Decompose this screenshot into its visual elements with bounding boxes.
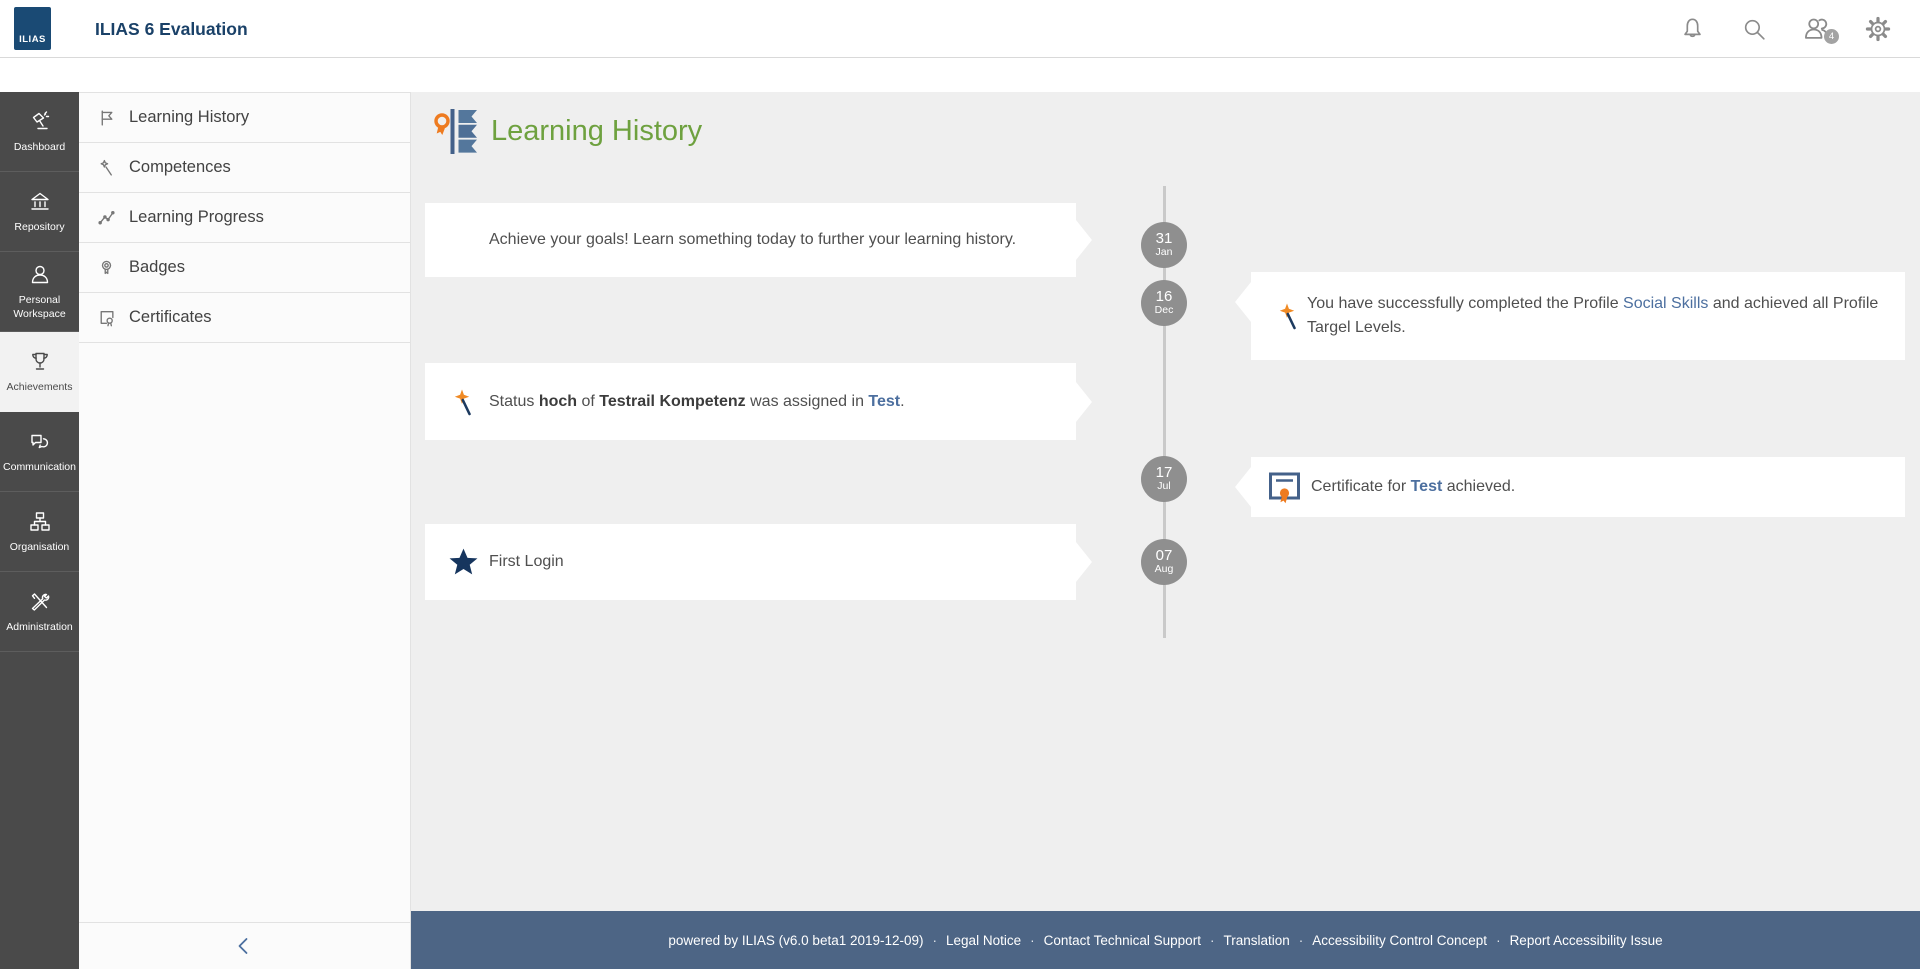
logo-text: ILIAS xyxy=(19,34,46,45)
timeline-day: 17 xyxy=(1155,463,1173,481)
sidebar-item-achievements[interactable] xyxy=(0,332,79,412)
status-text-mid2: was assigned in xyxy=(745,392,869,410)
learning-history-icon xyxy=(433,108,481,155)
person-icon xyxy=(27,262,53,288)
goal-text: Achieve your goals! Learn something today to further your learning history. xyxy=(489,231,1017,248)
timeline-date-17-jul xyxy=(1141,456,1187,502)
wand-icon xyxy=(450,388,477,415)
menu-item-label: Learning History xyxy=(129,108,250,126)
footer-separator: · xyxy=(1209,932,1215,948)
trophy-icon xyxy=(27,349,53,375)
footer-link-legal-notice[interactable]: Legal Notice xyxy=(946,932,1022,948)
status-text-pre: Status xyxy=(489,392,539,410)
user-badge-count: 4 xyxy=(1824,29,1839,44)
menu-item-label: Badges xyxy=(129,258,185,276)
menu-item-label: Competences xyxy=(129,158,231,176)
timeline-date-07-aug xyxy=(1141,539,1187,585)
test-link[interactable]: Test xyxy=(1410,478,1443,495)
competence-name: Testrail Kompetenz xyxy=(599,392,746,410)
timeline-date-16-dec xyxy=(1141,280,1187,326)
timeline-day: 16 xyxy=(1155,287,1173,305)
menu-item-competences[interactable] xyxy=(79,143,410,193)
tools-icon xyxy=(27,589,53,615)
top-header xyxy=(0,0,1920,58)
sidebar-item-label: Organisation xyxy=(9,540,70,553)
org-chart-icon xyxy=(27,509,53,535)
achievements-menu-list xyxy=(79,92,410,343)
timeline-date-31-jan xyxy=(1141,222,1187,268)
bell-icon xyxy=(1679,16,1706,43)
menu-item-learning-history[interactable] xyxy=(79,93,410,143)
line-chart-icon xyxy=(97,208,116,227)
test-link[interactable]: Test xyxy=(868,392,901,410)
sidebar-item-repository[interactable] xyxy=(0,172,79,252)
certificate-text xyxy=(1311,475,1515,499)
status-text xyxy=(489,390,905,414)
timeline-card-profile-completed xyxy=(1251,272,1905,360)
status-text-post: . xyxy=(900,392,905,410)
sidebar-item-label: Personal Workspace xyxy=(13,294,66,320)
search-button[interactable] xyxy=(1738,13,1770,45)
menu-item-badges[interactable] xyxy=(79,243,410,293)
bank-icon xyxy=(27,189,53,215)
sidebar-item-label: Administration xyxy=(6,620,73,633)
certificate-icon xyxy=(97,308,116,327)
profile-text xyxy=(1307,292,1882,340)
timeline-month: Dec xyxy=(1154,304,1174,317)
footer-bar xyxy=(411,911,1920,969)
menu-item-learning-progress[interactable] xyxy=(79,193,410,243)
footer-separator: · xyxy=(1496,932,1501,948)
timeline-month: Jul xyxy=(1157,480,1171,493)
status-text-mid1: of xyxy=(577,392,600,410)
sidebar-item-label: Communication xyxy=(3,460,76,473)
lamp-icon xyxy=(27,109,53,135)
wand-icon xyxy=(1275,303,1302,330)
achievements-menu-panel xyxy=(79,92,411,969)
footer-separator: · xyxy=(932,932,938,948)
timeline-card-goal xyxy=(425,203,1076,277)
profile-text-pre: You have successfully completed the Profile xyxy=(1307,295,1624,312)
timeline-card-status-assigned xyxy=(425,363,1076,440)
sidebar-item-personal-workspace[interactable] xyxy=(0,252,79,332)
ilias-logo[interactable] xyxy=(14,7,51,50)
main-sidebar xyxy=(0,92,79,969)
gear-icon xyxy=(1864,15,1892,43)
chevron-left-icon xyxy=(233,934,257,958)
speech-bubbles-icon xyxy=(27,429,53,455)
footer-link-translation[interactable]: Translation xyxy=(1223,932,1290,948)
footer-link-contact-support[interactable]: Contact Technical Support xyxy=(1043,932,1201,948)
menu-item-label: Learning Progress xyxy=(129,208,264,226)
footer-separator: · xyxy=(1030,932,1035,948)
app-title: ILIAS 6 Evaluation xyxy=(95,18,248,39)
header-actions xyxy=(1676,0,1894,58)
wand-icon xyxy=(97,158,116,177)
certificate-text-post: achieved. xyxy=(1442,478,1516,495)
search-icon xyxy=(1741,16,1768,43)
timeline-card-certificate xyxy=(1251,457,1905,517)
menu-item-label: Certificates xyxy=(129,308,212,326)
sidebar-item-administration[interactable] xyxy=(0,572,79,652)
notifications-button[interactable] xyxy=(1676,13,1708,45)
powered-by-text: powered by ILIAS (v6.0 beta1 2019-12-09) xyxy=(668,932,924,948)
flag-icon xyxy=(97,108,116,127)
timeline-day: 07 xyxy=(1155,546,1173,564)
main-content xyxy=(411,92,1920,911)
sidebar-item-communication[interactable] xyxy=(0,412,79,492)
footer-link-accessibility-control[interactable]: Accessibility Control Concept xyxy=(1312,932,1488,948)
sidebar-item-dashboard[interactable] xyxy=(0,92,79,172)
footer-separator: · xyxy=(1298,932,1304,948)
menu-item-certificates[interactable] xyxy=(79,293,410,343)
timeline-day: 31 xyxy=(1155,229,1173,247)
profile-text-post: and achieved all Profile Targel Levels. xyxy=(1307,295,1879,336)
timeline-card-first-login xyxy=(425,524,1076,600)
user-menu-button[interactable] xyxy=(1800,13,1835,45)
timeline-month: Jan xyxy=(1155,246,1173,259)
collapse-panel-button[interactable] xyxy=(79,922,410,969)
settings-button[interactable] xyxy=(1862,13,1894,45)
status-value: hoch xyxy=(538,392,578,410)
sidebar-item-label: Dashboard xyxy=(13,140,66,153)
page-title: Learning History xyxy=(491,115,703,147)
page-heading xyxy=(433,108,702,155)
certificate-text-pre: Certificate for xyxy=(1311,478,1411,495)
sidebar-item-organisation[interactable] xyxy=(0,492,79,572)
first-login-text: First Login xyxy=(489,553,564,570)
sidebar-item-label: Achievements xyxy=(6,380,73,393)
sidebar-item-label: Repository xyxy=(14,220,65,233)
social-skills-link[interactable]: Social Skills xyxy=(1623,295,1709,312)
footer-link-report-accessibility[interactable]: Report Accessibility Issue xyxy=(1509,932,1663,948)
star-icon xyxy=(448,547,479,578)
certificate-icon xyxy=(1267,470,1302,505)
rosette-icon xyxy=(97,258,116,277)
timeline-month: Aug xyxy=(1154,563,1174,576)
